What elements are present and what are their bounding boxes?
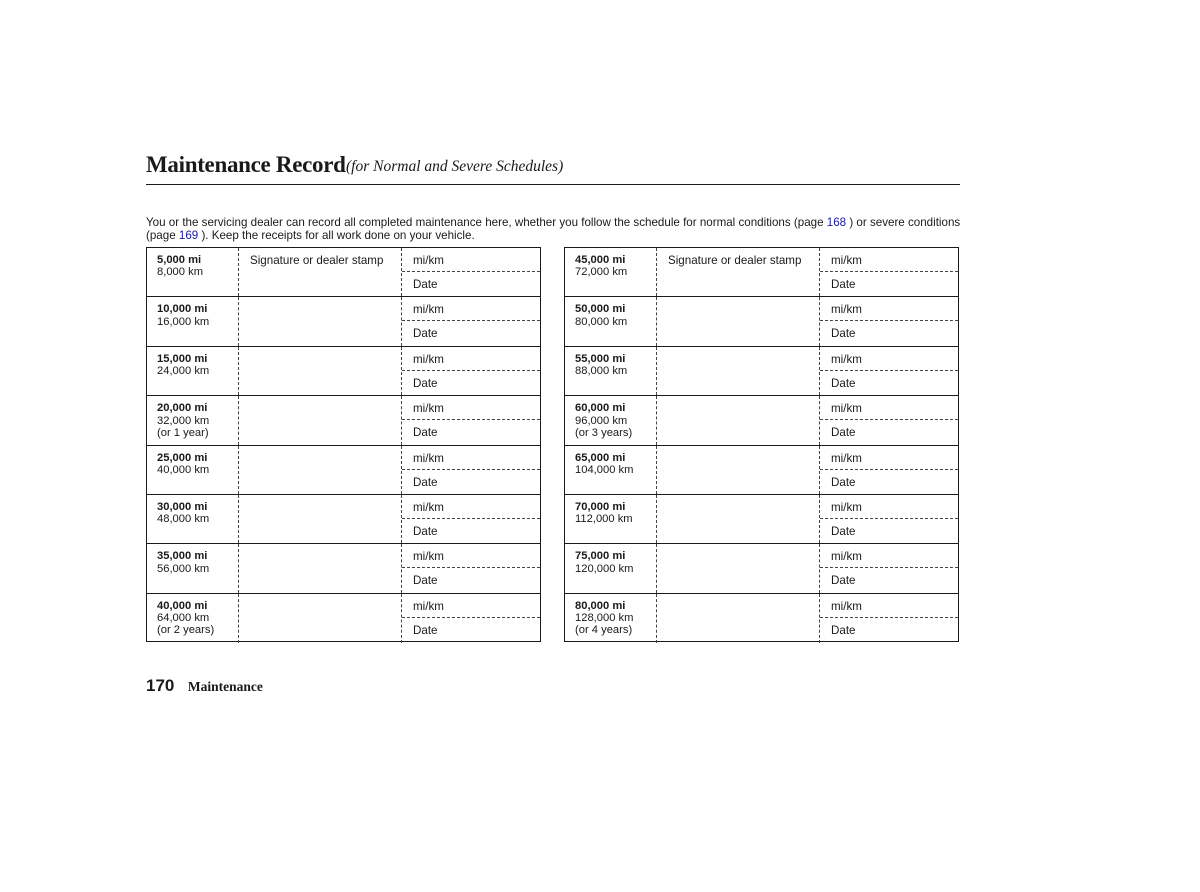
interval-km: 24,000 km xyxy=(157,365,210,378)
interval-mi: 10,000 mi xyxy=(157,303,208,316)
mikm-label: mi/km xyxy=(831,352,862,366)
mikm-cell[interactable] xyxy=(820,495,958,519)
date-cell[interactable] xyxy=(402,272,540,296)
interval-cell xyxy=(565,446,657,494)
date-label: Date xyxy=(413,327,438,341)
date-cell[interactable] xyxy=(402,519,540,543)
mikm-cell[interactable] xyxy=(820,297,958,321)
mikm-label: mi/km xyxy=(413,500,444,514)
interval-mi: 40,000 mi xyxy=(157,599,208,612)
intro-text: ) or severe conditions (page xyxy=(146,216,961,242)
signature-cell[interactable] xyxy=(239,594,402,643)
table-row xyxy=(565,594,958,643)
table-row xyxy=(565,495,958,544)
table-row xyxy=(147,297,540,346)
interval-km: 104,000 km xyxy=(575,463,634,476)
signature-cell[interactable] xyxy=(239,396,402,444)
interval-km: 8,000 km xyxy=(157,266,204,279)
mikm-cell[interactable] xyxy=(402,248,540,272)
interval-cell xyxy=(565,396,657,444)
table-row xyxy=(147,248,540,297)
mikm-label: mi/km xyxy=(831,303,862,317)
interval-km: 64,000 km xyxy=(157,612,210,625)
mikm-label: mi/km xyxy=(831,402,862,416)
signature-label: Signature or dealer stamp xyxy=(250,254,384,267)
table-row xyxy=(147,544,540,593)
interval-km: 40,000 km xyxy=(157,463,210,476)
interval-mi: 45,000 mi xyxy=(575,254,626,266)
mikm-label: mi/km xyxy=(831,500,862,514)
interval-km: 32,000 km xyxy=(157,414,210,427)
date-cell[interactable] xyxy=(820,618,958,643)
mikm-label: mi/km xyxy=(831,451,862,465)
mikm-cell[interactable] xyxy=(402,396,540,420)
date-label: Date xyxy=(831,278,856,291)
interval-km: 128,000 km xyxy=(575,612,634,625)
date-label: Date xyxy=(413,524,438,538)
interval-mi: 20,000 mi xyxy=(157,402,208,415)
table-row xyxy=(565,396,958,445)
signature-cell[interactable] xyxy=(657,544,820,592)
interval-cell xyxy=(147,297,239,345)
page-subtitle: (for Normal and Severe Schedules) xyxy=(346,158,564,175)
interval-cell xyxy=(565,297,657,345)
interval-km: 120,000 km xyxy=(575,562,634,575)
mikm-label: mi/km xyxy=(831,254,862,267)
mikm-label: mi/km xyxy=(413,451,444,465)
interval-mi: 15,000 mi xyxy=(157,352,208,365)
date-label: Date xyxy=(831,327,856,341)
interval-cell xyxy=(147,347,239,395)
interval-mi: 70,000 mi xyxy=(575,500,626,513)
page-number: 170 xyxy=(146,676,175,695)
interval-mi: 35,000 mi xyxy=(157,550,208,563)
date-label: Date xyxy=(413,574,438,588)
table-row xyxy=(565,347,958,396)
mikm-cell[interactable] xyxy=(402,495,540,519)
signature-cell[interactable] xyxy=(657,446,820,494)
intro-text: ). Keep the receipts for all work done on your vehicle. xyxy=(198,229,475,242)
date-cell[interactable] xyxy=(402,470,540,494)
date-label: Date xyxy=(413,475,438,489)
signature-cell[interactable] xyxy=(657,297,820,345)
interval-years: (or 3 years) xyxy=(575,426,633,439)
date-cell[interactable] xyxy=(820,272,958,296)
table-row xyxy=(147,495,540,544)
maintenance-table-right xyxy=(564,247,959,642)
table-row xyxy=(565,297,958,346)
signature-cell[interactable] xyxy=(657,495,820,543)
table-row xyxy=(565,446,958,495)
mikm-cell[interactable] xyxy=(820,347,958,371)
interval-mi: 50,000 mi xyxy=(575,303,626,316)
mikm-cell[interactable] xyxy=(402,297,540,321)
interval-mi: 55,000 mi xyxy=(575,352,626,365)
table-row xyxy=(147,396,540,445)
mikm-cell[interactable] xyxy=(820,248,958,272)
mikm-label: mi/km xyxy=(831,599,862,613)
interval-km: 88,000 km xyxy=(575,365,628,378)
interval-km: 80,000 km xyxy=(575,315,628,328)
page-header xyxy=(146,150,960,185)
table-row xyxy=(565,248,958,297)
interval-mi: 25,000 mi xyxy=(157,451,208,464)
table-row xyxy=(565,544,958,593)
mikm-cell[interactable] xyxy=(820,446,958,470)
mikm-cell[interactable] xyxy=(402,446,540,470)
mikm-cell[interactable] xyxy=(820,396,958,420)
date-cell[interactable] xyxy=(402,420,540,444)
interval-cell xyxy=(147,248,239,296)
interval-mi: 30,000 mi xyxy=(157,500,208,513)
date-label: Date xyxy=(831,524,856,538)
date-label: Date xyxy=(413,278,438,291)
section-name: Maintenance xyxy=(187,679,263,694)
signature-cell[interactable] xyxy=(239,297,402,345)
table-row xyxy=(147,594,540,643)
signature-cell[interactable] xyxy=(657,396,820,444)
date-cell[interactable] xyxy=(820,519,958,543)
interval-mi: 80,000 mi xyxy=(575,599,626,612)
mikm-cell[interactable] xyxy=(402,544,540,568)
mikm-label: mi/km xyxy=(413,402,444,416)
signature-cell[interactable] xyxy=(239,544,402,592)
interval-km: 72,000 km xyxy=(575,266,628,279)
date-label: Date xyxy=(413,623,438,637)
date-cell[interactable] xyxy=(402,568,540,592)
interval-cell xyxy=(147,544,239,592)
mikm-cell[interactable] xyxy=(820,594,958,618)
signature-cell[interactable] xyxy=(239,446,402,494)
intro-text: You or the servicing dealer can record all completed maintenance here, whether you follow the schedule for normal conditions (page xyxy=(146,216,827,229)
date-label: Date xyxy=(831,475,856,489)
date-cell[interactable] xyxy=(820,371,958,395)
mikm-cell[interactable] xyxy=(820,544,958,568)
maintenance-table-left xyxy=(146,247,541,642)
date-cell[interactable] xyxy=(402,618,540,643)
interval-cell xyxy=(565,544,657,592)
interval-mi: 60,000 mi xyxy=(575,402,626,415)
interval-years: (or 1 year) xyxy=(157,426,209,439)
signature-cell[interactable] xyxy=(657,347,820,395)
interval-cell xyxy=(147,396,239,444)
table-row xyxy=(147,347,540,396)
interval-mi: 75,000 mi xyxy=(575,550,626,563)
mikm-cell[interactable] xyxy=(402,347,540,371)
interval-km: 112,000 km xyxy=(575,513,633,526)
date-cell[interactable] xyxy=(820,420,958,444)
mikm-label: mi/km xyxy=(413,254,444,267)
interval-cell xyxy=(565,347,657,395)
interval-km: 56,000 km xyxy=(157,562,210,575)
interval-mi: 5,000 mi xyxy=(157,254,202,266)
page-link-169[interactable]: 169 xyxy=(178,229,199,242)
table-row xyxy=(147,446,540,495)
signature-label: Signature or dealer stamp xyxy=(668,254,802,267)
interval-km: 48,000 km xyxy=(157,513,210,526)
interval-km: 96,000 km xyxy=(575,414,628,427)
signature-cell[interactable] xyxy=(657,594,820,643)
page-title: Maintenance Record xyxy=(146,152,346,177)
mikm-label: mi/km xyxy=(413,550,444,564)
mikm-label: mi/km xyxy=(831,550,862,564)
interval-cell xyxy=(147,495,239,543)
mikm-label: mi/km xyxy=(413,599,444,613)
interval-cell xyxy=(147,594,239,643)
interval-cell xyxy=(565,594,657,643)
interval-years: (or 2 years) xyxy=(157,624,215,637)
interval-cell xyxy=(565,495,657,543)
date-label: Date xyxy=(413,426,438,440)
page-link-168[interactable]: 168 xyxy=(826,216,847,229)
date-label: Date xyxy=(831,426,856,440)
date-cell[interactable] xyxy=(820,568,958,592)
date-cell[interactable] xyxy=(402,371,540,395)
interval-years: (or 4 years) xyxy=(575,624,633,637)
mikm-cell[interactable] xyxy=(402,594,540,618)
mikm-label: mi/km xyxy=(413,352,444,366)
page-footer xyxy=(146,676,263,696)
interval-cell xyxy=(565,248,657,296)
interval-km: 16,000 km xyxy=(157,315,210,328)
date-cell[interactable] xyxy=(820,470,958,494)
mikm-label: mi/km xyxy=(413,303,444,317)
interval-cell xyxy=(147,446,239,494)
signature-cell[interactable] xyxy=(239,347,402,395)
date-label: Date xyxy=(831,574,856,588)
signature-cell[interactable] xyxy=(239,495,402,543)
date-cell[interactable] xyxy=(820,321,958,345)
signature-cell[interactable] xyxy=(657,248,820,296)
intro-paragraph xyxy=(146,216,966,242)
date-label: Date xyxy=(413,376,438,390)
date-label: Date xyxy=(831,623,856,637)
interval-mi: 65,000 mi xyxy=(575,451,626,464)
date-label: Date xyxy=(831,376,856,390)
signature-cell[interactable] xyxy=(239,248,402,296)
date-cell[interactable] xyxy=(402,321,540,345)
